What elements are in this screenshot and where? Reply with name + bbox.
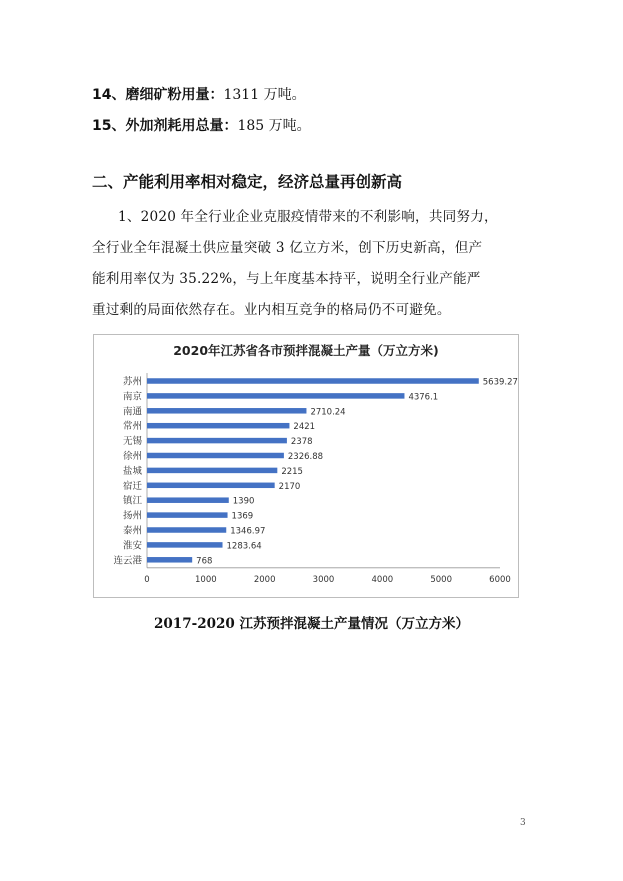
value-label: 1283.64: [226, 541, 262, 552]
category-label: 常州: [122, 421, 142, 433]
value-label: 1346.97: [230, 526, 266, 537]
x-tick-label: 6000: [489, 574, 511, 585]
category-label: 无锡: [122, 436, 142, 448]
bar: [147, 497, 229, 503]
value-label: 1390: [232, 496, 255, 507]
category-label: 连云港: [113, 555, 142, 567]
item-15-label: 15、外加剂耗用总量：: [92, 118, 238, 134]
value-label: 1369: [231, 511, 254, 522]
value-label: 768: [196, 556, 213, 567]
paragraph-line-1: 1、2020 年全行业企业克服疫情带来的不利影响，共同努力，: [118, 209, 498, 225]
value-label: 4376.1: [408, 392, 439, 403]
bar: [147, 423, 289, 429]
bar: [147, 483, 275, 489]
bar: [147, 512, 228, 518]
bar: [147, 542, 223, 548]
item-15-value: 185 万吨。: [237, 118, 311, 134]
category-label: 南京: [122, 391, 142, 403]
paragraph-line-2: 全行业全年混凝土供应量突破 3 亿立方米，创下历史新高，但产: [92, 240, 483, 256]
item-14-value: 1311 万吨。: [223, 87, 306, 103]
paragraph-line-3: 能利用率仅为 35.22%，与上年度基本持平，说明全行业产能严: [92, 271, 481, 287]
category-label: 南通: [122, 406, 142, 418]
x-tick-label: 4000: [371, 574, 394, 585]
category-label: 苏州: [122, 376, 142, 388]
bar: [147, 438, 287, 444]
value-label: 2170: [278, 481, 301, 492]
chart-title: 2020年江苏省各市预拌混凝土产量（万立方米): [173, 343, 439, 358]
bar: [147, 393, 404, 399]
value-label: 2215: [281, 466, 303, 477]
value-label: 2710.24: [310, 407, 346, 418]
bar: [147, 557, 192, 563]
production-chart: [93, 334, 519, 598]
item-14-label: 14、磨细矿粉用量：: [92, 87, 224, 103]
bar: [147, 378, 479, 384]
paragraph-line-4: 重过剩的局面依然存在。业内相互竞争的格局仍不可避免。: [92, 302, 451, 318]
section-heading: 二、产能利用率相对稳定，经济总量再创新高: [92, 173, 403, 191]
category-label: 扬州: [122, 510, 142, 522]
category-label: 盐城: [122, 465, 142, 477]
bar: [147, 408, 306, 414]
page-number: 3: [520, 818, 526, 828]
category-label: 淮安: [122, 540, 142, 552]
category-label: 宿迁: [122, 480, 142, 492]
value-label: 5639.27: [482, 377, 518, 388]
category-label: 泰州: [122, 525, 142, 537]
value-label: 2326.88: [287, 452, 324, 462]
bar: [147, 527, 226, 533]
x-tick-label: 5000: [430, 574, 452, 585]
x-tick-label: 2000: [253, 574, 276, 585]
item-15: [92, 115, 311, 135]
x-tick-label: 3000: [312, 574, 335, 585]
category-label: 镇江: [122, 495, 142, 507]
chart-svg: [94, 335, 518, 597]
value-label: 2421: [293, 422, 316, 433]
x-tick-label: 0: [144, 574, 150, 585]
x-tick-label: 1000: [195, 574, 217, 585]
value-label: 2378: [290, 437, 313, 448]
bar: [147, 453, 284, 459]
category-label: 徐州: [122, 451, 142, 462]
bar: [147, 468, 277, 474]
item-14: [92, 84, 306, 104]
figure-caption: 2017-2020 江苏预拌混凝土产量情况（万立方米）: [154, 616, 469, 632]
